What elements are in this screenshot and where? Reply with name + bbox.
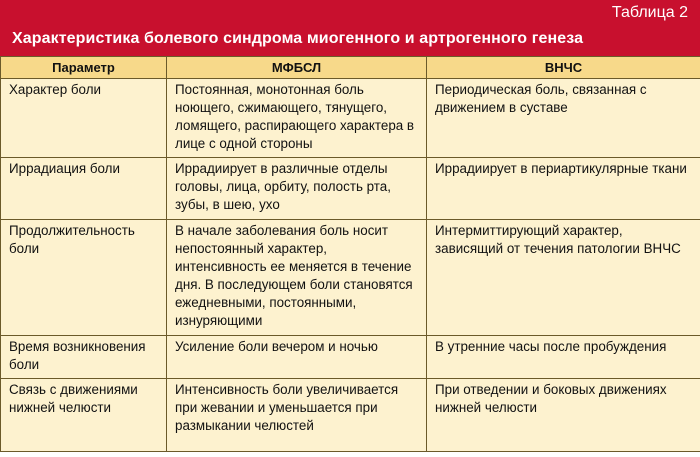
- cell-vnchs: Периодическая боль, связанная с движением в суставе: [427, 79, 700, 158]
- table-row: [1, 379, 700, 452]
- cell-mfbsl: Усиление боли вечером и ночью: [167, 336, 427, 379]
- cell-vnchs: В утренние часы после пробуждения: [427, 336, 700, 379]
- table-row: [1, 158, 700, 220]
- cell-mfbsl: Интенсивность боли увеличивается при жевании и уменьшается при размыкании челюстей: [167, 379, 427, 452]
- cell-mfbsl: Постоянная, монотонная боль ноющего, сжимающего, тянущего, ломящего, распирающего характера в лице с одной стороны: [167, 79, 427, 158]
- cell-vnchs: Интермиттирующий характер, зависящий от течения патологии ВНЧС: [427, 220, 700, 336]
- table-number: Таблица 2: [611, 4, 688, 21]
- cell-parameter: Продолжительность боли: [1, 220, 167, 336]
- column-header-vnchs: ВНЧС: [427, 57, 700, 79]
- cell-parameter: Характер боли: [1, 79, 167, 158]
- table-row: [1, 79, 700, 158]
- table-header-row: [1, 57, 700, 79]
- table-header-banner: [0, 0, 700, 56]
- table-title: Характеристика болевого синдрома миогенного и артрогенного генеза: [12, 30, 584, 47]
- table-row: [1, 336, 700, 379]
- cell-vnchs: Иррадиирует в периартикулярные ткани: [427, 158, 700, 220]
- cell-mfbsl: В начале заболевания боль носит непостоянный характер, интенсивность ее меняется в течение дня. В последующем боли становятся ежедневными, постоянными, изнуряющими: [167, 220, 427, 336]
- cell-mfbsl: Иррадиирует в различные отделы головы, лица, орбиту, полость рта, зубы, в шею, ухо: [167, 158, 427, 220]
- comparison-table: [0, 56, 700, 452]
- cell-vnchs: При отведении и боковых движениях нижней челюсти: [427, 379, 700, 452]
- cell-parameter: Иррадиация боли: [1, 158, 167, 220]
- column-header-mfbsl: МФБСЛ: [167, 57, 427, 79]
- column-header-parameter: Параметр: [1, 57, 167, 79]
- cell-parameter: Связь с движениями нижней челюсти: [1, 379, 167, 452]
- table-row: [1, 220, 700, 336]
- cell-parameter: Время возникновения боли: [1, 336, 167, 379]
